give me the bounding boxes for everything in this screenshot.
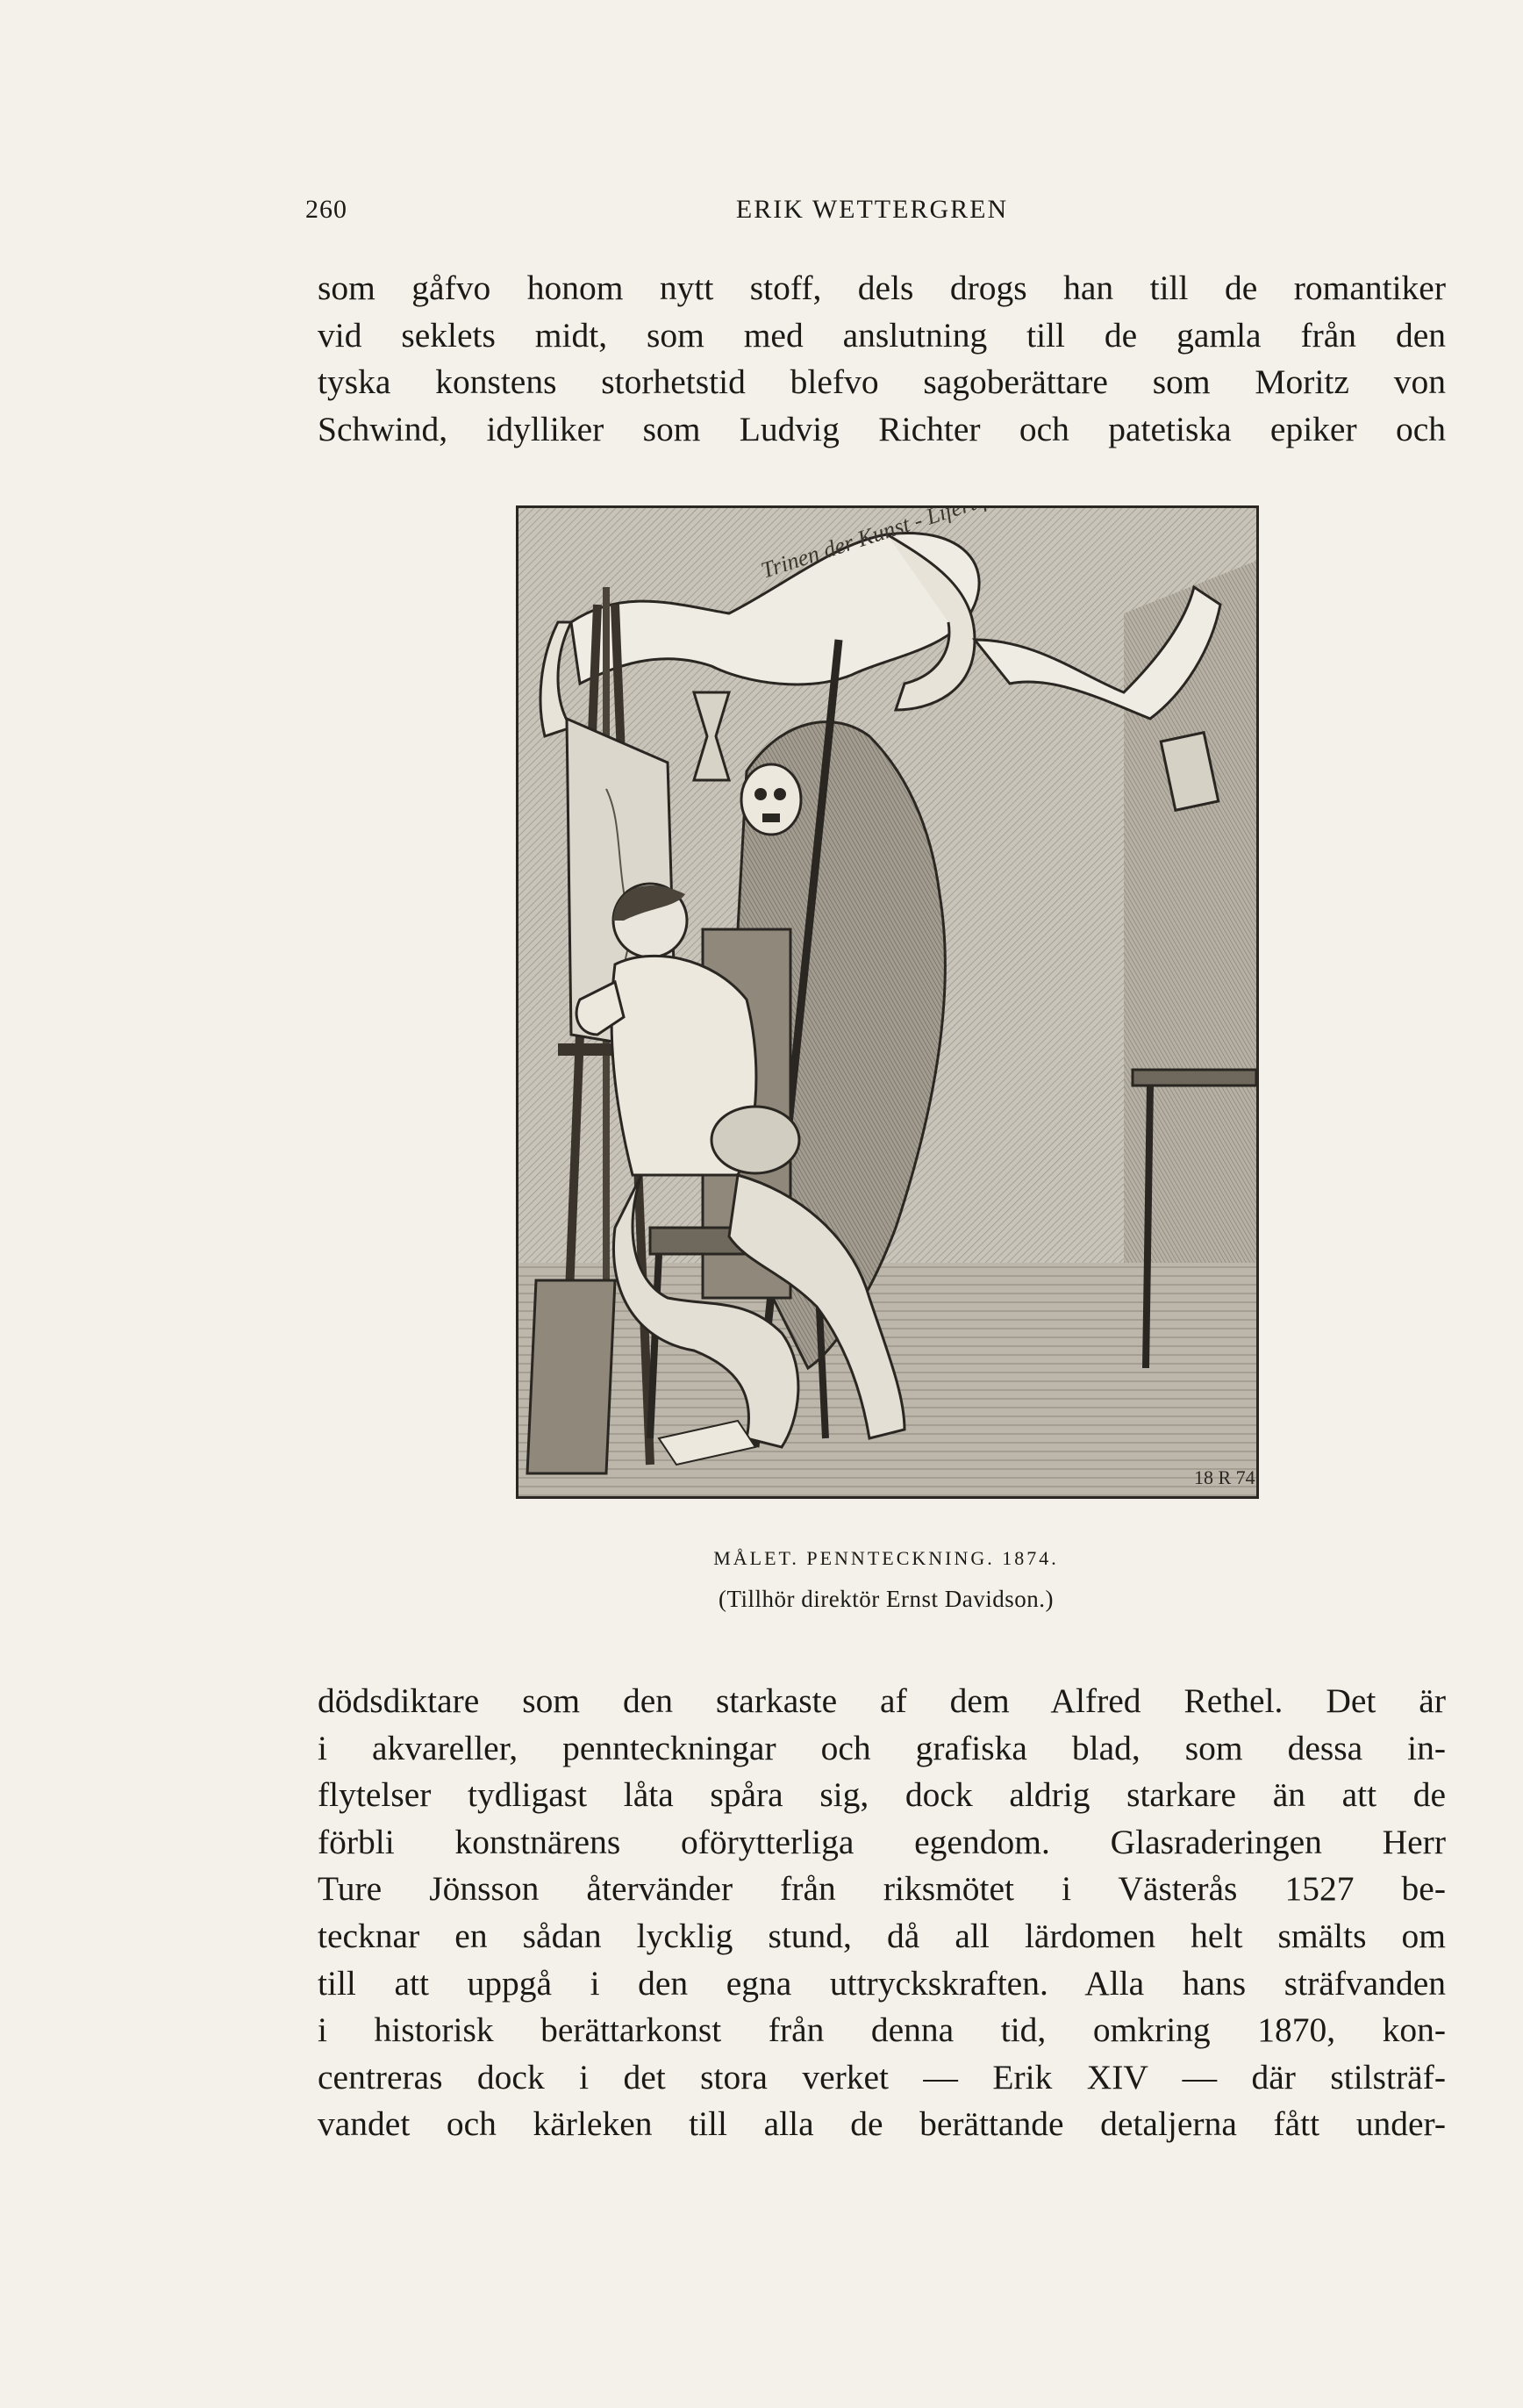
banner-text: Trinen der Kunst - Lifert bbox=[757, 508, 980, 584]
text-line: tecknar en sådan lycklig stund, då all lärdomen helt smälts om bbox=[318, 1916, 1446, 1955]
illustration bbox=[516, 505, 1259, 1499]
running-head: ERIK WETTERGREN bbox=[735, 195, 1009, 224]
text-line: tyska konstens storhetstid blefvo sagoberättare som Moritz von bbox=[318, 362, 1446, 402]
text-line: i akvareller, pennteckningar och grafiska blad, som dessa in- bbox=[318, 1728, 1446, 1767]
page-number: 260 bbox=[305, 195, 347, 224]
text-line: flytelser tydligast låta spåra sig, dock aldrig starkare än att de bbox=[318, 1775, 1446, 1815]
text-line: som gåfvo honom nytt stoff, dels drogs han till de romantiker bbox=[318, 269, 1446, 307]
text-line: till att uppgå i den egna uttryckskraften. Alla hans sträfvanden bbox=[318, 1963, 1446, 2003]
text-line: Schwind, idylliker som Ludvig Richter och patetiska epiker och bbox=[318, 409, 1446, 448]
page-header bbox=[305, 195, 1439, 240]
pen-drawing-death-and-painter bbox=[518, 508, 1256, 1496]
text-line: dödsdiktare som den starkaste af dem Alfred Rethel. Det är bbox=[318, 1681, 1446, 1720]
bottom-paragraph bbox=[318, 1678, 1446, 2148]
text-line: i historisk berättarkonst från denna tid, omkring 1870, kon- bbox=[318, 2010, 1446, 2050]
text-line: vid seklets midt, som med anslutning till de gamla från den bbox=[318, 315, 1446, 355]
text-line: förbli konstnärens oförytterliga egendom. Glasraderingen Herr bbox=[318, 1822, 1446, 1861]
text-line: centreras dock i det stora verket — Erik XIV — där stilsträf- bbox=[318, 2057, 1446, 2096]
text-line: vandet och kärleken till alla de berättande detaljerna fått under- bbox=[318, 2104, 1446, 2144]
top-paragraph bbox=[318, 265, 1446, 453]
figure-caption-title: MÅLET. PENNTECKNING. 1874. bbox=[713, 1547, 1059, 1569]
figure-caption-owner: (Tillhör direktör Ernst Davidson.) bbox=[719, 1586, 1054, 1612]
artist-monogram: 18 R 74 bbox=[1194, 1466, 1255, 1488]
text-line: Ture Jönsson återvänder från riksmötet i Västerås 1527 be- bbox=[318, 1869, 1446, 1909]
